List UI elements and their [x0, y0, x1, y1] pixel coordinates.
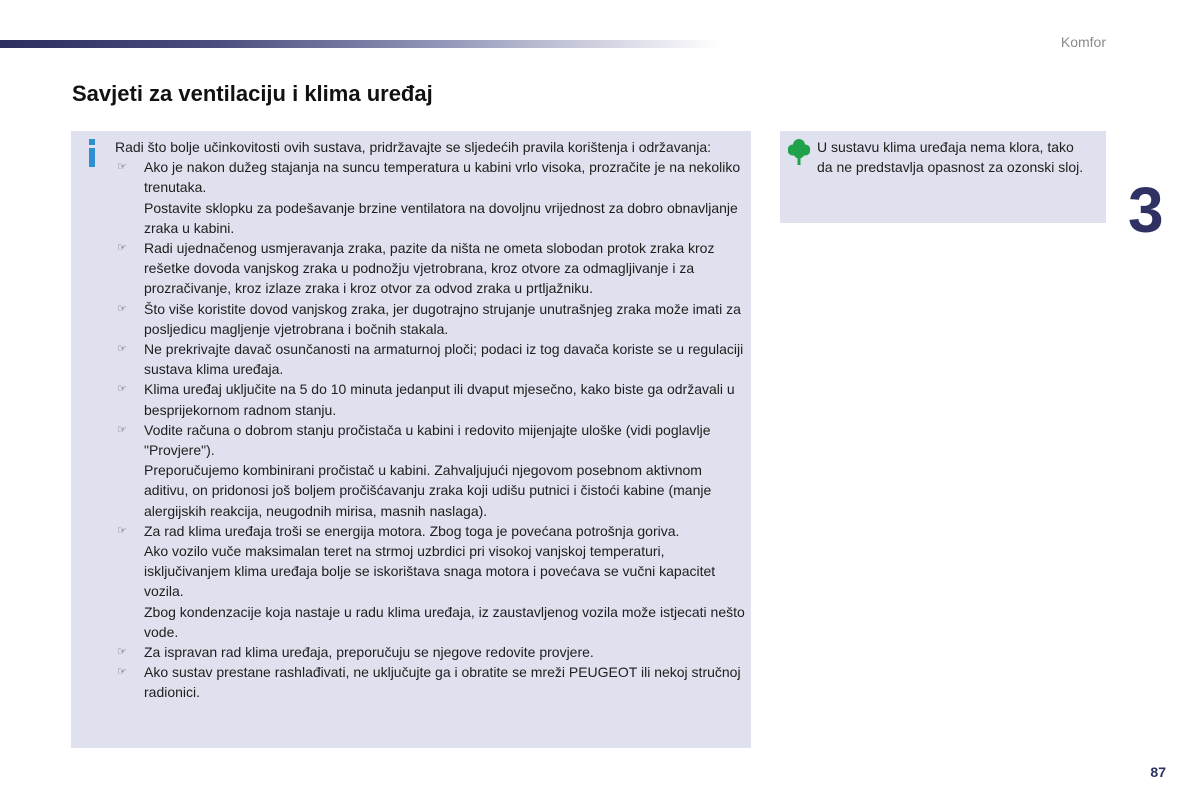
tip-item — [115, 339, 745, 379]
header-gradient-bar — [0, 40, 720, 48]
tip-paragraph: Klima uređaj uključite na 5 do 10 minuta jedanput ili dvaput mjesečno, kako biste ga održavali u besprijekornom radnom stanju. — [144, 381, 735, 418]
tip-paragraph: Za rad klima uređaja troši se energija motora. Zbog toga je povećana potrošnja goriva. — [144, 522, 680, 539]
tree-icon — [788, 138, 810, 166]
info-icon — [85, 139, 99, 167]
tip-paragraph: Što više koristite dovod vanjskog zraka, jer dugotrajno strujanje unutrašnjeg zraka može imati za posljedicu magljenje vjetrobrana i bočnih stakala. — [144, 300, 741, 337]
tips-list — [115, 157, 745, 702]
tip-paragraph: Za ispravan rad klima uređaja, preporučuju se njegove redovite provjere. — [144, 644, 594, 661]
tip-paragraph: Postavite sklopku za podešavanje brzine ventilatora na dovoljnu vrijednost za dobro obnavljanje zraka u kabini. — [144, 199, 738, 236]
tip-item — [115, 379, 745, 419]
tip-item — [115, 420, 745, 521]
section-label: Komfor — [1060, 34, 1106, 50]
eco-text: U sustavu klima uređaja nema klora, tako da ne predstavlja opasnost za ozonski sloj. — [817, 139, 1084, 176]
pointing-hand-icon: ☞ — [117, 423, 127, 436]
pointing-hand-icon: ☞ — [117, 242, 127, 255]
tip-item — [115, 238, 745, 299]
pointing-hand-icon: ☞ — [117, 343, 127, 356]
tip-paragraph: Vodite računa o dobrom stanju pročistača u kabini i redovito mijenjajte uloške (vidi poglavlje "Provjere"). — [144, 421, 711, 459]
pointing-hand-icon: ☞ — [117, 524, 127, 537]
tip-item — [115, 299, 745, 339]
pointing-hand-icon: ☞ — [117, 302, 127, 315]
tip-item — [115, 662, 745, 702]
pointing-hand-icon: ☞ — [117, 666, 127, 679]
tip-paragraph: Ne prekrivajte davač osunčanosti na armaturnoj ploči; podaci iz tog davača koriste se u regulaciji sustava klima uređaja. — [144, 341, 744, 378]
info-content — [115, 137, 745, 703]
tip-item — [115, 521, 745, 642]
info-intro: Radi što bolje učinkovitosti ovih sustava, pridržavajte se sljedećih pravila korištenja i održavanja: — [115, 139, 712, 155]
tip-paragraph: Radi ujednačenog usmjeravanja zraka, pazite da ništa ne ometa slobodan protok zraka kroz rešetke dovoda vanjskog zraka u podnožju vjetrobrana, kroz otvore za odmagljivanje i za prozračivanje, kroz izlaze zraka i kroz otvor za odvod zraka u prtljažniku. — [144, 240, 715, 297]
pointing-hand-icon: ☞ — [117, 161, 127, 174]
info-box — [71, 131, 751, 748]
tip-paragraph: Ako sustav prestane rashlađivati, ne uključujte ga i obratite se mreži PEUGEOT ili nekoj stručnoj radionici. — [144, 664, 741, 701]
pointing-hand-icon: ☞ — [117, 646, 127, 659]
tip-item — [115, 157, 745, 238]
chapter-number: 3 — [1128, 174, 1164, 246]
eco-box — [780, 131, 1106, 223]
tip-paragraph: Ako je nakon dužeg stajanja na suncu temperatura u kabini vrlo visoka, prozračite je na nekoliko trenutaka. — [144, 159, 741, 196]
tip-item — [115, 642, 745, 662]
tip-paragraph: Ako vozilo vuče maksimalan teret na strmoj uzbrdici pri visokoj vanjskoj temperaturi, isključivanjem klima uređaja bolje se iskorištava snaga motora i povećava se vučni kapacitet vozila. — [144, 543, 716, 600]
tip-paragraph: Zbog kondenzacije koja nastaje u radu klima uređaja, iz zaustavljenog vozila može istjecati nešto vode. — [144, 603, 745, 640]
page-title: Savjeti za ventilaciju i klima uređaj — [72, 81, 433, 106]
pointing-hand-icon: ☞ — [117, 383, 127, 396]
tip-paragraph: Preporučujemo kombinirani pročistač u kabini. Zahvaljujući njegovom posebnom aktivnom aditivu, on pridonosi još boljem pročišćavanju zraka koji udišu putnici i čistoći kabine (manje alergijskih reakcija, neugodnih mirisa, masnih naslaga). — [144, 462, 712, 519]
page-number: 87 — [1150, 764, 1166, 780]
